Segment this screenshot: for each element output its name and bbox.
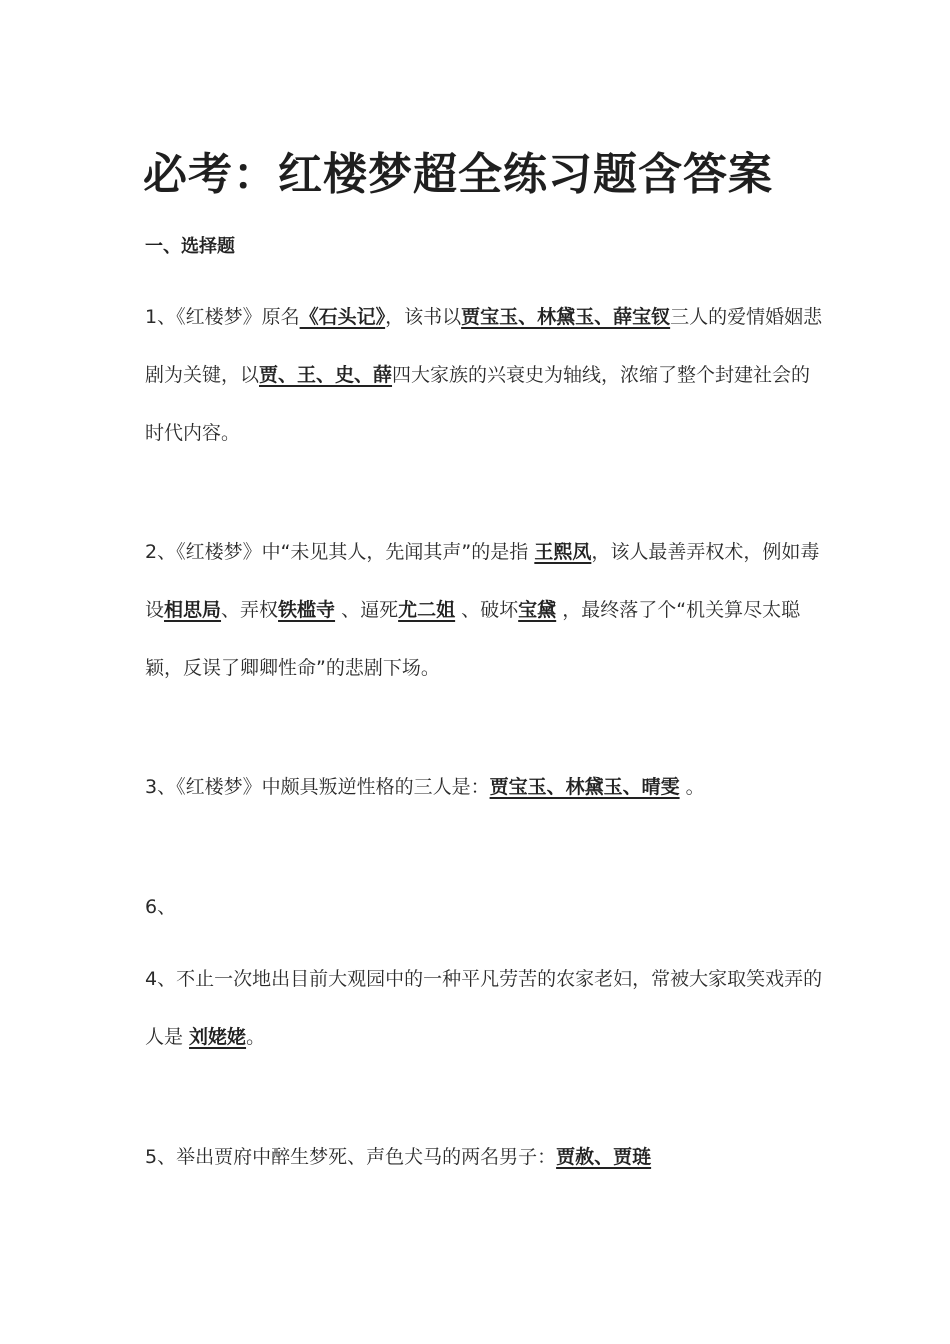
- question-2-text: ，该人最善弄权术，例如毒设: [145, 541, 820, 621]
- answer-original-title: 《石头记》: [299, 306, 386, 328]
- question-5-text: 5、举出贾府中醉生梦死、声色犬马的两名男子：: [145, 1146, 557, 1168]
- question-6-text: 6、: [145, 896, 177, 918]
- answer-four-families: 贾、王、史、薛: [259, 364, 393, 386]
- answer-bao-dai: 宝黛: [518, 599, 557, 621]
- question-4-text: 4、不止一次地出目前大观园中的一种平凡劳苦的农家老妇，常被大家取笑戏弄的人是: [145, 968, 823, 1048]
- question-1-text: 三人的爱情婚姻悲剧为关键，以: [145, 306, 823, 386]
- question-2-text: ，最终落了个“机关算尽太聪颖，反误了卿卿性命”的悲剧下场。: [145, 599, 801, 679]
- question-5: [145, 1128, 825, 1186]
- question-2-text: 2、《红楼梦》中“未见其人，先闻其声”的是指: [145, 541, 535, 563]
- question-4: [145, 950, 825, 1066]
- question-2-text: 、破坏: [455, 599, 519, 621]
- question-2: [145, 523, 825, 697]
- question-2-text: 、弄权: [221, 599, 279, 621]
- question-1-text: ，该书以: [385, 306, 462, 328]
- answer-tiekan-si: 铁槛寺: [278, 599, 336, 621]
- answer-three-characters: 贾宝玉、林黛玉、薛宝钗: [461, 306, 671, 328]
- question-1-text: 1、《红楼梦》原名: [145, 306, 300, 328]
- question-6: [145, 878, 825, 936]
- question-3-text: 3、《红楼梦》中颇具叛逆性格的三人是：: [145, 776, 490, 798]
- question-1: [145, 288, 825, 462]
- answer-xiangsi-ju: 相思局: [164, 599, 222, 621]
- page-title: 必考：红楼梦超全练习题含答案: [143, 149, 773, 200]
- question-4-text: 。: [246, 1026, 266, 1048]
- question-2-text: 、逼死: [335, 599, 399, 621]
- section-heading: 一、选择题: [145, 236, 235, 257]
- answer-liu-laolao: 刘姥姥: [189, 1026, 247, 1048]
- answer-jia-she-jia-lian: 贾赦、贾琏: [556, 1146, 652, 1168]
- question-1-text: 四大家族的兴衰史为轴线，浓缩了整个封建社会的时代内容。: [145, 364, 811, 444]
- answer-rebels: 贾宝玉、林黛玉、晴雯: [489, 776, 680, 798]
- answer-you-erjie: 尤二姐: [398, 599, 456, 621]
- question-3: [145, 758, 825, 816]
- question-3-text: 。: [679, 776, 705, 798]
- answer-wang-xifeng: 王熙凤: [534, 541, 592, 563]
